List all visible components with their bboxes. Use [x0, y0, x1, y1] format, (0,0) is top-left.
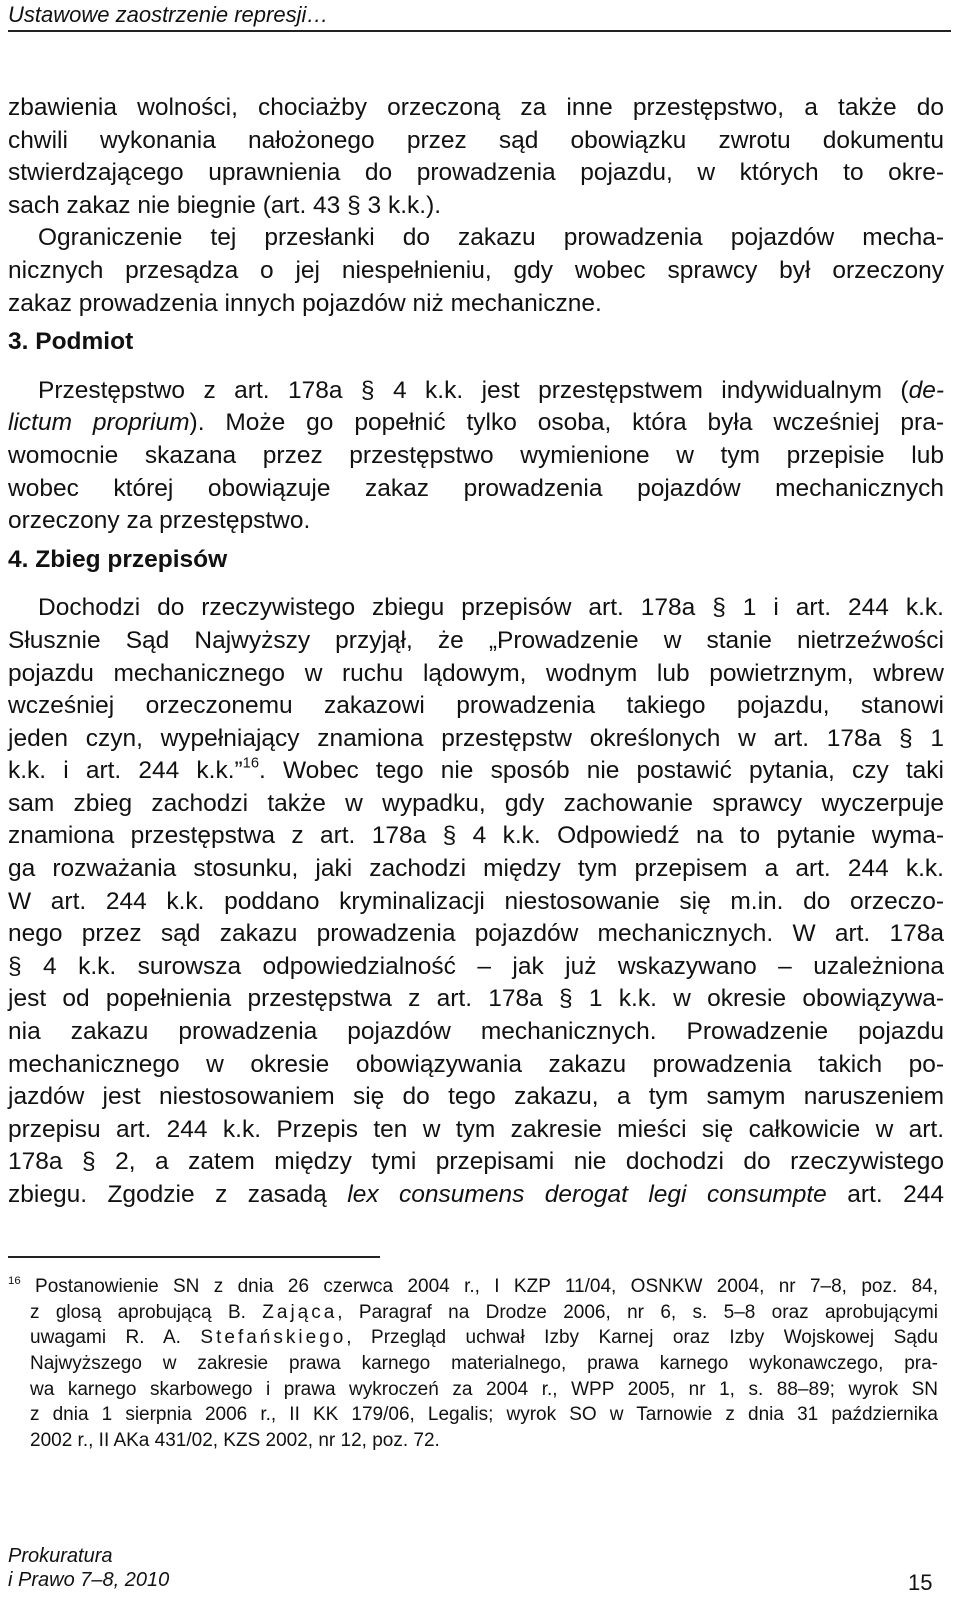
paragraph-1: [8, 92, 944, 222]
paragraph-2: [8, 222, 944, 320]
text-line: mechanicznego w okresie obowiązywania zakazu prowadzenia takich po-: [8, 1050, 944, 1078]
running-header: [8, 0, 951, 32]
text-line: znamiona przestępstwa z art. 178a § 4 k.k. Odpowiedź na to pytanie wyma-: [8, 822, 944, 850]
section-heading-3: 3. Podmiot: [8, 328, 134, 356]
footnote-line: $^{16}$ Postanowienie SN z dnia 26 czerwca 2004 r., I KZP 11/04, OSNKW 2004, nr 7–8, poz. 84,: [8, 1275, 939, 1297]
text-line: jazdów jest niestosowaniem się do tego zakazu, a tym samym naruszeniem: [8, 1083, 944, 1111]
text-line: zbiegu. Zgodzie z zasadą lex consumens derogat legi consumpte art. 244: [8, 1181, 944, 1208]
text-line: chwili wykonania nałożonego przez sąd obowiązku zwrotu dokumentu: [8, 126, 944, 154]
text-line: wobec której obowiązuje zakaz prowadzenia pojazdów mechanicznych: [8, 474, 944, 502]
text-line: zakaz prowadzenia innych pojazdów niż mechaniczne.: [8, 289, 602, 317]
header-rule: [8, 30, 951, 32]
text-line: W art. 244 k.k. poddano kryminalizacji niestosowanie się m.in. do orzeczo-: [8, 887, 944, 915]
main-text: [8, 92, 944, 1212]
page-number: 15: [908, 1570, 933, 1595]
text-line: nicznych przesądza o jej niespełnieniu, gdy wobec sprawcy był orzeczony: [8, 256, 944, 284]
footnote-16: [8, 1274, 938, 1454]
footnote-line: z glosą aprobującą B. Zająca, Paragraf na Drodze 2006, nr 6, s. 5–8 oraz aprobującymi: [30, 1301, 938, 1323]
journal-footer: [8, 1544, 169, 1592]
text-line: orzeczony za przestępstwo.: [8, 507, 311, 535]
text-line: nia zakazu prowadzenia pojazdów mechanicznych. Prowadzenie pojazdu: [8, 1018, 944, 1046]
footnote-number: 16: [8, 1275, 21, 1288]
text-line: sam zbieg zachodzi także w wypadku, gdy zachowanie sprawcy wyczerpuje: [8, 789, 944, 817]
text-line: zbawienia wolności, chociażby orzeczoną za inne przestępstwo, a także do: [8, 94, 944, 121]
text-line: nego przez sąd zakazu prowadzenia pojazdów mechanicznych. W art. 178a: [8, 920, 944, 948]
paragraph-4: [8, 592, 944, 1211]
text-line: 178a § 2, a zatem między tymi przepisami nie dochodzi do rzeczywistego: [8, 1148, 944, 1176]
text-line: pojazdu mechanicznego w ruchu lądowym, wodnym lub powietrznym, wbrew: [8, 659, 944, 687]
paragraph-3: [8, 375, 944, 538]
journal-name: Prokuratura: [8, 1545, 113, 1567]
text-line: Dochodzi do rzeczywistego zbiegu przepisów art. 178a § 1 i art. 244 k.k.: [38, 594, 944, 622]
footnote-ref: 16: [242, 756, 260, 772]
text-line: Słusznie Sąd Najwyższy przyjął, że „Prowadzenie w stanie nietrzeźwości: [8, 626, 944, 654]
running-title: Ustawowe zaostrzenie represji…: [8, 2, 329, 27]
text-line: Ograniczenie tej przesłanki do zakazu prowadzenia pojazdów mecha-: [38, 224, 944, 252]
author-name: Zająca: [262, 1301, 338, 1323]
text-line: k.k. i art. 244 k.k.”$^{16}$. Wobec tego nie sposób nie postawić pytania, czy taki: [8, 756, 944, 785]
footnote-line: Najwyższego w zakresie prawa karnego materialnego, prawa karnego wykonawczego, pra-: [30, 1353, 938, 1375]
text-line: § 4 k.k. surowsza odpowiedzialność – jak już wskazywano – uzależniona: [8, 952, 944, 980]
text-line: przepisu art. 244 k.k. Przepis ten w tym zakresie mieści się całkowicie w art.: [8, 1115, 944, 1143]
text-line: womocnie skazana przez przestępstwo wymienione w tym przepisie lub: [8, 441, 944, 469]
text-line: lictum proprium). Może go popełnić tylko osoba, która była wcześniej pra-: [8, 409, 944, 437]
footnote-line: z dnia 1 sierpnia 2006 r., II KK 179/06, Legalis; wyrok SO w Tarnowie z dnia 31 października: [30, 1404, 938, 1426]
footnote-line: 2002 r., II AKa 431/02, KZS 2002, nr 12, poz. 72.: [30, 1430, 440, 1452]
text-line: jest od popełnienia przestępstwa z art. 178a § 1 k.k. w okresie obowiązywa-: [8, 985, 944, 1013]
section-heading-4: 4. Zbieg przepisów: [8, 545, 228, 573]
footnote-line: uwagami R. A. Stefańskiego, Przegląd uchwał Izby Karnej oraz Izby Wojskowej Sądu: [30, 1327, 939, 1349]
text-line: jeden czyn, wypełniający znamiona przestępstw określonych w art. 178a § 1: [8, 724, 944, 752]
text-line: stwierdzającego uprawnienia do prowadzenia pojazdu, w których to okre-: [8, 159, 944, 187]
author-name: Stefańskiego: [200, 1327, 347, 1349]
footnote-rule: [8, 1256, 380, 1258]
text-line: sach zakaz nie biegnie (art. 43 § 3 k.k.).: [8, 191, 442, 219]
text-line: ga rozważania stosunku, jaki zachodzi między tym przepisem a art. 244 k.k.: [8, 855, 944, 883]
text-line: wcześniej orzeczonemu zakazowi prowadzenia takiego pojazdu, stanowi: [8, 692, 944, 720]
text-line: Przestępstwo z art. 178a § 4 k.k. jest przestępstwem indywidualnym (de-: [38, 376, 944, 404]
journal-issue: i Prawo 7–8, 2010: [8, 1569, 170, 1591]
footnote-line: wa karnego skarbowego i prawa wykroczeń za 2004 r., WPP 2005, nr 1, s. 88–89; wyrok SN: [30, 1378, 938, 1400]
